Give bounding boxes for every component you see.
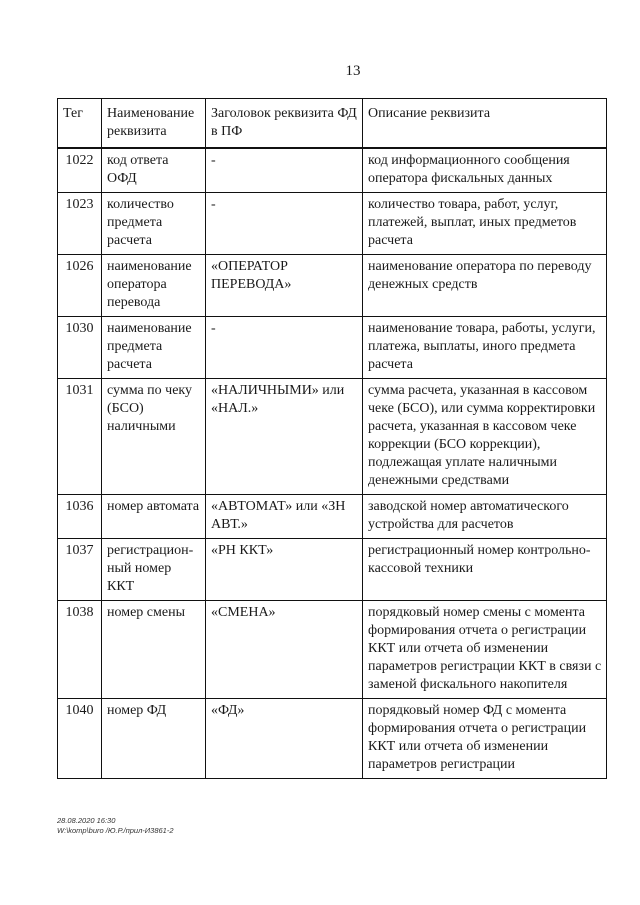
cell-tag: 1038 xyxy=(58,601,102,699)
header-description: Описание реквизита xyxy=(363,99,607,149)
header-name: Наименование реквизита xyxy=(102,99,206,149)
cell-name: номер автомата xyxy=(102,495,206,539)
footer-timestamp: 28.08.2020 16:30 xyxy=(57,816,116,825)
cell-name: количество предмета расчета xyxy=(102,193,206,255)
cell-fd-title: - xyxy=(206,193,363,255)
cell-description: порядковый номер смены с момента формирования отчета о регистрации ККТ или отчета об изменении параметров регистрации ККТ в связи с заменой фискального накопителя xyxy=(363,601,607,699)
table-row xyxy=(58,539,607,601)
header-tag: Тег xyxy=(58,99,102,149)
table-row xyxy=(58,148,607,193)
table-row xyxy=(58,379,607,495)
cell-tag: 1030 xyxy=(58,317,102,379)
cell-name: сумма по чеку (БСО) наличными xyxy=(102,379,206,495)
cell-description: регистрационный номер контрольно-кассовой техники xyxy=(363,539,607,601)
cell-description: порядковый номер ФД с момента формирования отчета о регистрации ККТ или отчета об изменении параметров регистрации xyxy=(363,699,607,779)
cell-name: номер смены xyxy=(102,601,206,699)
cell-name: номер ФД xyxy=(102,699,206,779)
table-row xyxy=(58,495,607,539)
cell-description: код информационного сообщения оператора фискальных данных xyxy=(363,148,607,193)
cell-fd-title: «СМЕНА» xyxy=(206,601,363,699)
cell-tag: 1040 xyxy=(58,699,102,779)
table-row xyxy=(58,193,607,255)
cell-fd-title: - xyxy=(206,317,363,379)
cell-tag: 1036 xyxy=(58,495,102,539)
cell-tag: 1026 xyxy=(58,255,102,317)
cell-fd-title: «ОПЕРАТОР ПЕРЕВОДА» xyxy=(206,255,363,317)
cell-tag: 1031 xyxy=(58,379,102,495)
cell-fd-title: - xyxy=(206,148,363,193)
table-header-row xyxy=(58,99,607,149)
page-number: 13 xyxy=(345,63,361,79)
table-row xyxy=(58,255,607,317)
requisites-table xyxy=(57,98,607,779)
cell-fd-title: «РН ККТ» xyxy=(206,539,363,601)
cell-name: регистрацион-ный номер ККТ xyxy=(102,539,206,601)
cell-fd-title: «ФД» xyxy=(206,699,363,779)
cell-fd-title: «АВТОМАТ» или «ЗН АВТ.» xyxy=(206,495,363,539)
cell-fd-title: «НАЛИЧНЫМИ» или «НАЛ.» xyxy=(206,379,363,495)
cell-description: наименование товара, работы, услуги, платежа, выплаты, иного предмета расчета xyxy=(363,317,607,379)
table-row xyxy=(58,699,607,779)
cell-tag: 1022 xyxy=(58,148,102,193)
cell-description: количество товара, работ, услуг, платежей, выплат, иных предметов расчета xyxy=(363,193,607,255)
cell-name: наименование предмета расчета xyxy=(102,317,206,379)
cell-description: заводской номер автоматического устройства для расчетов xyxy=(363,495,607,539)
cell-description: наименование оператора по переводу денежных средств xyxy=(363,255,607,317)
cell-description: сумма расчета, указанная в кассовом чеке (БСО), или сумма корректировки расчета, указанная в кассовом чеке коррекции (БСО коррекции), подлежащая уплате наличными денежными средствами xyxy=(363,379,607,495)
cell-name: код ответа ОФД xyxy=(102,148,206,193)
document-footer xyxy=(57,816,174,836)
cell-name: наименование оператора перевода xyxy=(102,255,206,317)
table-row xyxy=(58,317,607,379)
header-fd-title: Заголовок реквизита ФД в ПФ xyxy=(206,99,363,149)
footer-file-path: W:\komp\buro /Ю.Р./прил-И3861-2 xyxy=(57,826,174,835)
cell-tag: 1023 xyxy=(58,193,102,255)
table-row xyxy=(58,601,607,699)
cell-tag: 1037 xyxy=(58,539,102,601)
